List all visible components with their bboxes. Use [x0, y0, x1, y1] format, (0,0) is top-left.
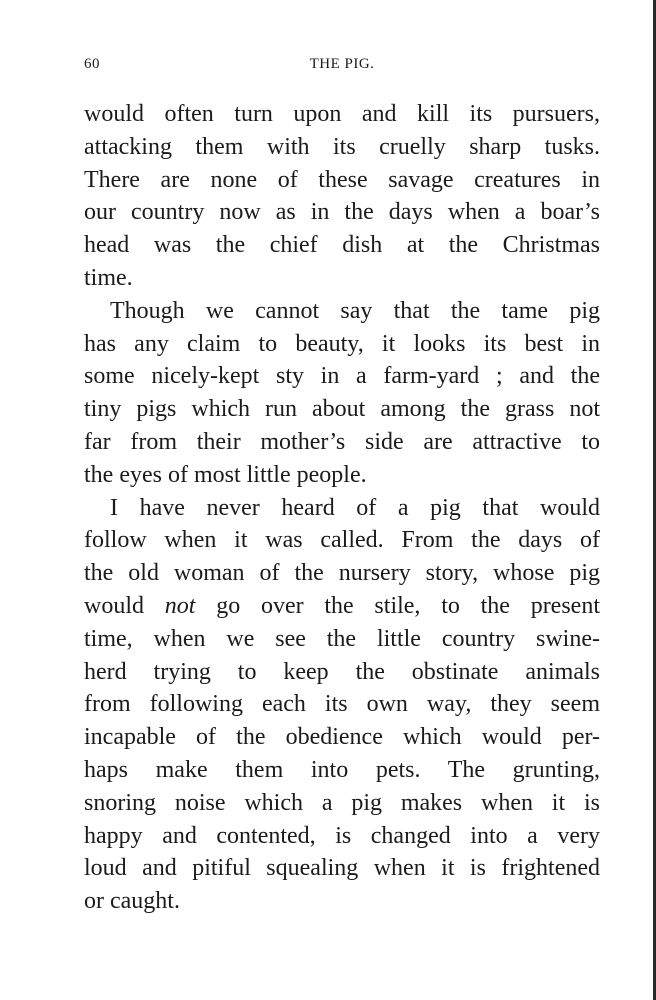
text-line: our country now as in the days when a boar’s: [84, 199, 600, 226]
paragraph-3: [84, 492, 600, 918]
text-segment: would: [84, 592, 165, 619]
text-line: some nicely-kept sty in a farm-yard ; and the: [84, 363, 600, 390]
text-line: There are none of these savage creatures in: [84, 166, 600, 193]
text-line: head was the chief dish at the Christmas: [84, 232, 600, 259]
text-line: or caught.: [84, 888, 180, 915]
emphasized-word: not: [164, 592, 196, 619]
text-line: happy and contented, is changed into a very: [84, 822, 600, 849]
text-line: herd trying to keep the obstinate animals: [84, 658, 600, 685]
text-line: from following each its own way, they seem: [84, 691, 600, 718]
page-number: 60: [84, 56, 100, 72]
text-line: loud and pitiful squealing when it is frightened: [84, 855, 600, 882]
paragraph-2: [84, 295, 600, 492]
text-line: time.: [84, 264, 133, 291]
text-line: has any claim to beauty, it looks its best in: [84, 330, 600, 357]
text-line: Though we cannot say that the tame pig: [110, 297, 600, 324]
body-text: [84, 98, 600, 918]
text-line: attacking them with its cruelly sharp tusks.: [84, 133, 600, 160]
text-line: incapable of the obedience which would per-: [84, 724, 600, 751]
text-line: follow when it was called. From the days of: [84, 527, 600, 554]
text-line: haps make them into pets. The grunting,: [84, 756, 600, 783]
running-title: THE PIG.: [309, 56, 375, 72]
text-line: the eyes of most little people.: [84, 461, 367, 488]
text-line: would often turn upon and kill its pursuers,: [84, 101, 600, 127]
text-line: snoring noise which a pig makes when it is: [84, 789, 600, 816]
text-segment: go over the stile, to the present: [195, 592, 600, 619]
paragraph-1: [84, 98, 600, 295]
text-line: I have never heard of a pig that would: [110, 494, 600, 521]
text-line: far from their mother’s side are attractive to: [84, 428, 600, 455]
text-line: time, when we see the little country swine-: [84, 625, 600, 652]
page-header: [84, 56, 600, 80]
text-line-with-emphasis: [84, 590, 600, 623]
text-line: the old woman of the nursery story, whose pig: [84, 560, 600, 587]
text-line: tiny pigs which run about among the grass not: [84, 396, 600, 423]
